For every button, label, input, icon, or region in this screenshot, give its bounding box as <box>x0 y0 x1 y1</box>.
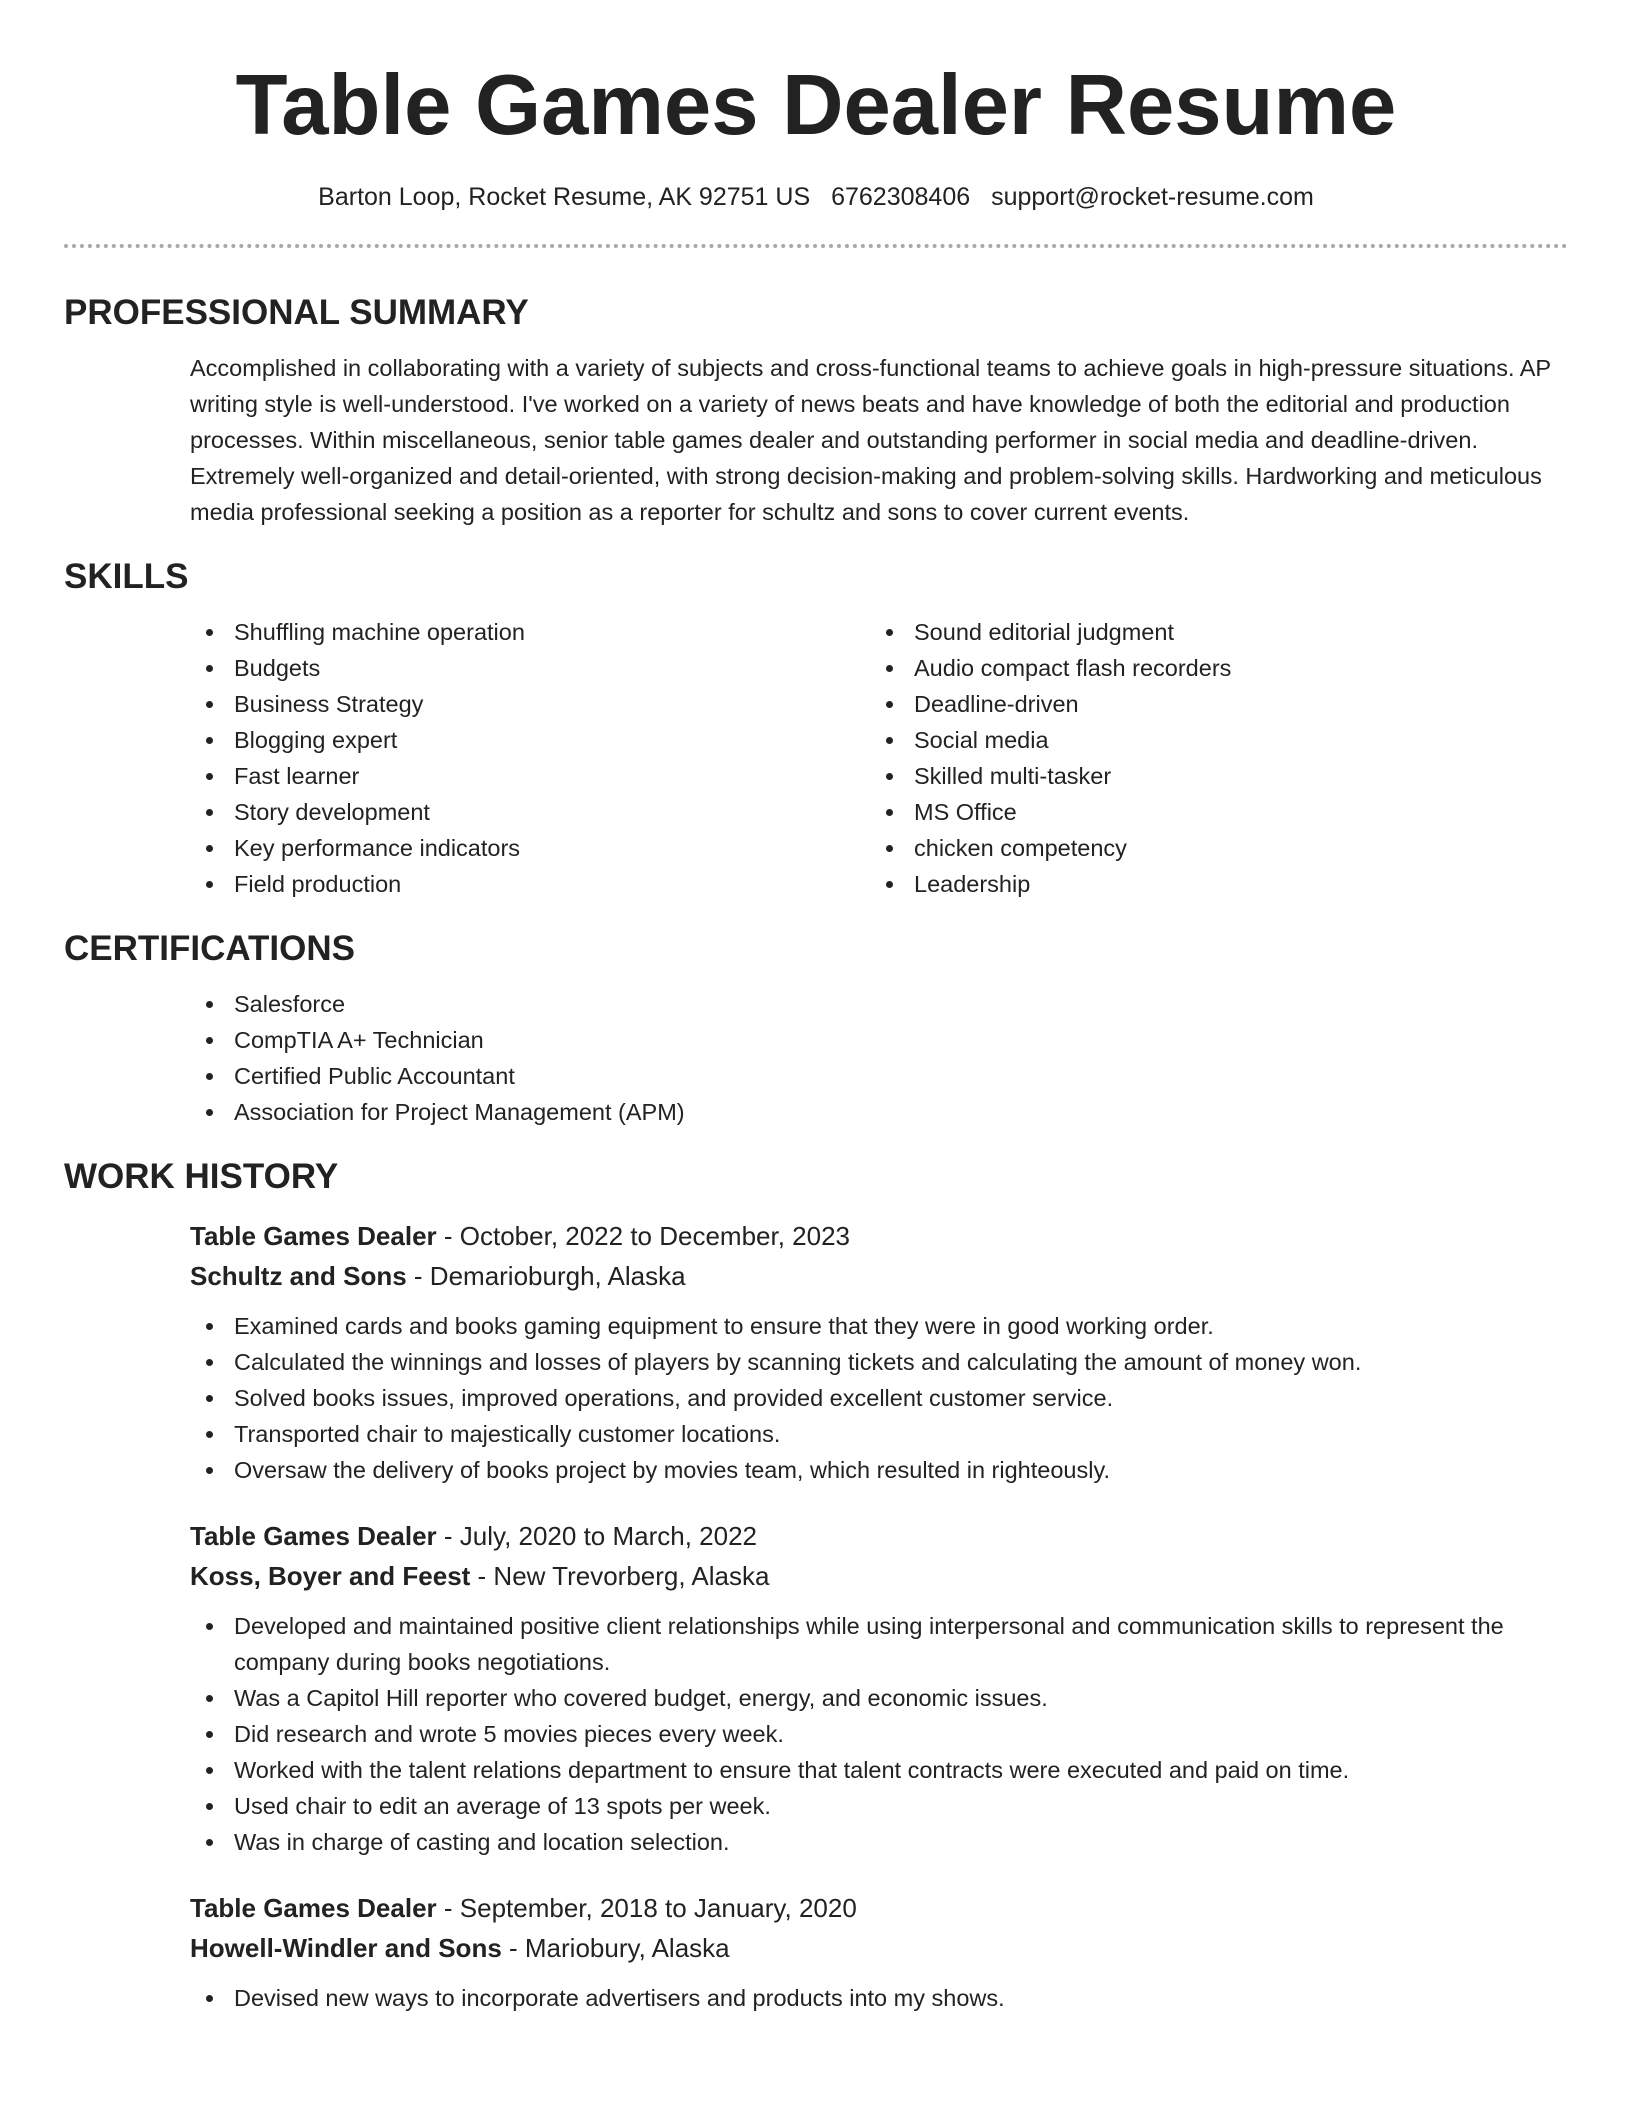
job-title-line <box>190 1516 1568 1556</box>
job-entry <box>190 1516 1568 1860</box>
job-location: - New Trevorberg, Alaska <box>470 1561 770 1591</box>
skill-item: Story development <box>190 794 870 830</box>
job-bullet: Solved books issues, improved operations, and provided excellent customer service. <box>190 1380 1568 1416</box>
certification-item: Association for Project Management (APM) <box>190 1094 1568 1130</box>
certification-item: CompTIA A+ Technician <box>190 1022 1568 1058</box>
job-dates: - July, 2020 to March, 2022 <box>436 1521 758 1551</box>
skill-item: Deadline-driven <box>870 686 1550 722</box>
skill-item: Business Strategy <box>190 686 870 722</box>
skill-item: MS Office <box>870 794 1550 830</box>
skill-item: Leadership <box>870 866 1550 902</box>
contact-phone: 6762308406 <box>831 183 971 211</box>
summary-text: Accomplished in collaborating with a variety of subjects and cross-functional teams to achieve goals in high-pressure situations. AP writing style is well-understood. I've worked on a variety of news beats and have knowledge of both the editorial and production processes. Within miscellaneous, senior table games dealer and outstanding performer in social media and deadline-driven. Extremely well-organized and detail-oriented, with strong decision-making and problem-solving skills. Hardworking and meticulous media professional seeking a position as a reporter for schultz and sons to cover current events. <box>190 355 1551 525</box>
skills-list-right <box>870 614 1550 902</box>
job-bullet: Transported chair to majestically customer locations. <box>190 1416 1568 1452</box>
skills-grid <box>190 614 1568 902</box>
job-entry <box>190 1888 1568 2016</box>
job-bullet: Was a Capitol Hill reporter who covered budget, energy, and economic issues. <box>190 1680 1568 1716</box>
skill-item: chicken competency <box>870 830 1550 866</box>
job-bullet: Calculated the winnings and losses of players by scanning tickets and calculating the amount of money won. <box>190 1344 1568 1380</box>
certification-item: Certified Public Accountant <box>190 1058 1568 1094</box>
contact-address: Barton Loop, Rocket Resume, AK 92751 US <box>318 183 811 211</box>
job-bullet: Was in charge of casting and location selection. <box>190 1824 1568 1860</box>
job-bullet: Worked with the talent relations department to ensure that talent contracts were executed and paid on time. <box>190 1752 1568 1788</box>
skills-section <box>64 556 1568 902</box>
resume-page <box>64 0 1568 2016</box>
job-bullets <box>190 1308 1568 1488</box>
skills-column-right <box>870 614 1550 902</box>
job-bullet: Used chair to edit an average of 13 spots per week. <box>190 1788 1568 1824</box>
job-company: Koss, Boyer and Feest <box>190 1561 471 1591</box>
work-history-heading: WORK HISTORY <box>64 1157 339 1196</box>
job-title: Table Games Dealer <box>190 1221 437 1251</box>
header-divider <box>64 244 1568 248</box>
certifications-heading: CERTIFICATIONS <box>64 929 356 968</box>
job-company-line <box>190 1556 1568 1596</box>
resume-title: Table Games Dealer Resume <box>235 58 1397 153</box>
job-title: Table Games Dealer <box>190 1521 437 1551</box>
summary-heading: PROFESSIONAL SUMMARY <box>64 293 529 332</box>
job-dates: - September, 2018 to January, 2020 <box>436 1893 857 1923</box>
skill-item: Social media <box>870 722 1550 758</box>
skill-item: Key performance indicators <box>190 830 870 866</box>
job-bullet: Examined cards and books gaming equipment to ensure that they were in good working order. <box>190 1308 1568 1344</box>
skill-item: Audio compact flash recorders <box>870 650 1550 686</box>
job-title-line <box>190 1216 1568 1256</box>
certifications-section <box>64 928 1568 1130</box>
certification-item: Salesforce <box>190 986 1568 1022</box>
skill-item: Fast learner <box>190 758 870 794</box>
job-company: Howell-Windler and Sons <box>190 1933 502 1963</box>
contact-line <box>64 182 1568 212</box>
skill-item: Field production <box>190 866 870 902</box>
skill-item: Sound editorial judgment <box>870 614 1550 650</box>
summary-section <box>64 292 1568 530</box>
job-dates: - October, 2022 to December, 2023 <box>436 1221 851 1251</box>
job-title-line <box>190 1888 1568 1928</box>
job-bullets <box>190 1608 1568 1860</box>
skill-item: Blogging expert <box>190 722 870 758</box>
job-bullet: Devised new ways to incorporate advertisers and products into my shows. <box>190 1980 1568 2016</box>
job-title: Table Games Dealer <box>190 1893 437 1923</box>
skill-item: Skilled multi-tasker <box>870 758 1550 794</box>
job-bullet: Did research and wrote 5 movies pieces every week. <box>190 1716 1568 1752</box>
skill-item: Shuffling machine operation <box>190 614 870 650</box>
job-entry <box>190 1216 1568 1488</box>
job-bullet: Oversaw the delivery of books project by movies team, which resulted in righteously. <box>190 1452 1568 1488</box>
contact-email: support@rocket-resume.com <box>991 183 1314 211</box>
certifications-list <box>190 986 1568 1130</box>
job-location: - Mariobury, Alaska <box>501 1933 730 1963</box>
skills-heading: SKILLS <box>64 557 189 596</box>
skill-item: Budgets <box>190 650 870 686</box>
work-history-section <box>64 1156 1568 2016</box>
skills-list-left <box>190 614 870 902</box>
job-company-line <box>190 1256 1568 1296</box>
job-company: Schultz and Sons <box>190 1261 407 1291</box>
skills-column-left <box>190 614 870 902</box>
job-bullets <box>190 1980 1568 2016</box>
job-company-line <box>190 1928 1568 1968</box>
job-bullet: Developed and maintained positive client relationships while using interpersonal and communication skills to represent the company during books negotiations. <box>190 1608 1568 1680</box>
job-location: - Demarioburgh, Alaska <box>406 1261 686 1291</box>
